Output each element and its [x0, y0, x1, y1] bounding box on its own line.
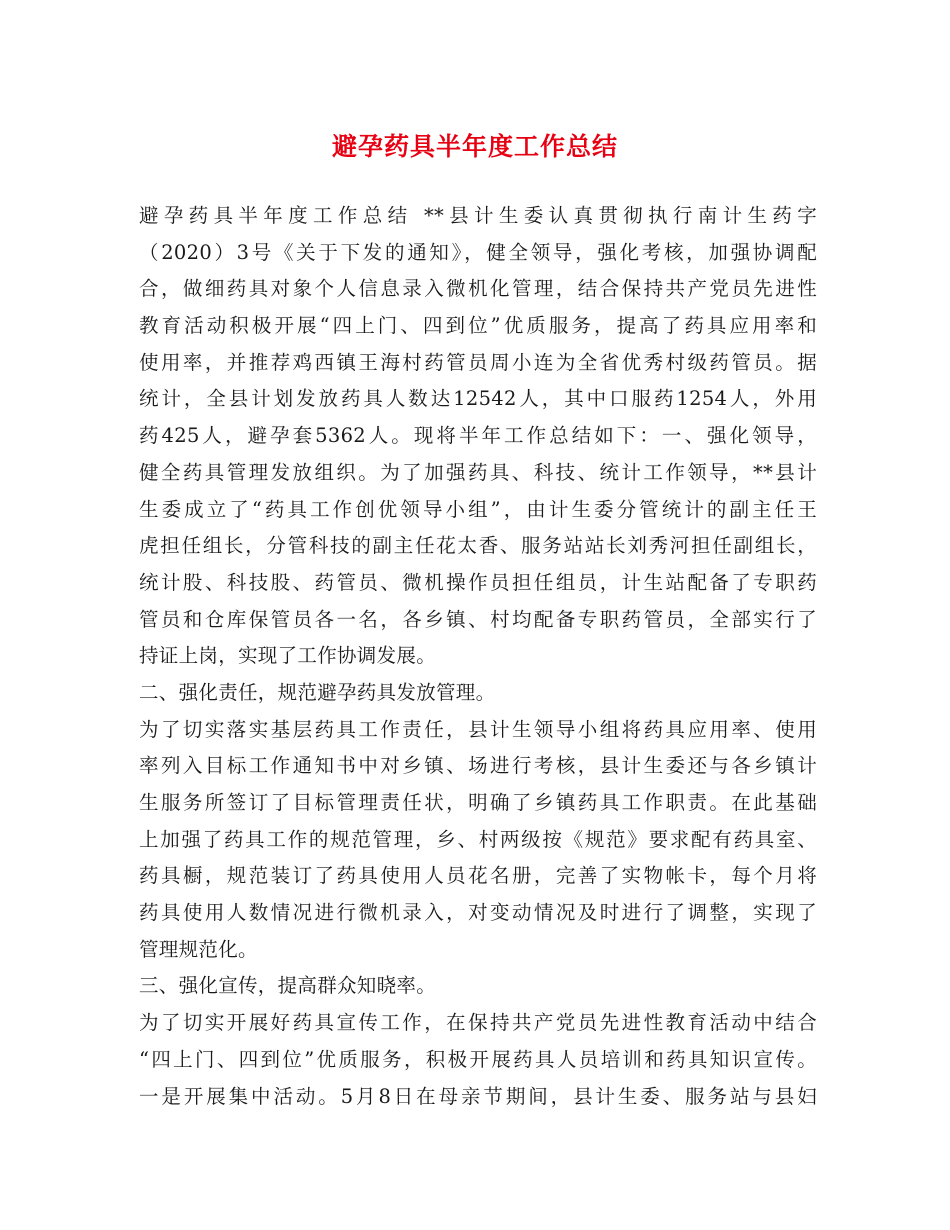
body-line: 生委成立了“药具工作创优领导小组”，由计生委分管统计的副主任王 — [139, 497, 817, 521]
section-heading: 三、强化宣传，提高群众知晓率。 — [139, 974, 437, 998]
body-line: 上加强了药具工作的规范管理，乡、村两级按《规范》要求配有药具室、 — [139, 827, 817, 851]
body-line: 药具使用人数情况进行微机录入，对变动情况及时进行了调整，实现了 — [139, 901, 817, 925]
body-line: 管理规范化。 — [139, 937, 258, 961]
body-line: 虎担任组长，分管科技的副主任花太香、服务站站长刘秀河担任副组长， — [139, 534, 817, 558]
body-line: 教育活动积极开展“四上门、四到位”优质服务，提高了药具应用率和 — [139, 314, 817, 338]
body-line: 统计，全县计划发放药具人数达12542人，其中口服药1254人，外用 — [139, 387, 817, 411]
body-line: 药425人，避孕套5362人。现将半年工作总结如下：一、强化领导， — [139, 424, 817, 448]
body-line: 合，做细药具对象个人信息录入微机化管理，结合保持共产党员先进性 — [139, 277, 817, 301]
body-line: 持证上岗，实现了工作协调发展。 — [139, 644, 437, 668]
body-line: “四上门、四到位”优质服务，积极开展药具人员培训和药具知识宣传。 — [139, 1047, 817, 1071]
body-line: 药具橱，规范装订了药具使用人员花名册，完善了实物帐卡，每个月将 — [139, 864, 817, 888]
body-line: 率列入目标工作通知书中对乡镇、场进行考核，县计生委还与各乡镇计 — [139, 754, 817, 778]
document-body — [139, 198, 817, 1115]
section-heading: 二、强化责任，规范避孕药具发放管理。 — [139, 680, 496, 704]
body-line: 一是开展集中活动。5月8日在母亲节期间，县计生委、服务站与县妇 — [139, 1084, 817, 1108]
body-line: 为了切实落实基层药具工作责任，县计生领导小组将药具应用率、使用 — [139, 717, 817, 741]
document-title: 避孕药具半年度工作总结 — [331, 132, 618, 161]
body-line: 避孕药具半年度工作总结 **县计生委认真贯彻执行南计生药字 — [139, 204, 817, 227]
body-line: 健全药具管理发放组织。为了加强药具、科技、统计工作领导，**县计 — [139, 460, 817, 484]
body-line: 统计股、科技股、药管员、微机操作员担任组员，计生站配备了专职药 — [139, 570, 817, 594]
body-line: 为了切实开展好药具宣传工作，在保持共产党员先进性教育活动中结合 — [139, 1011, 817, 1035]
body-line: 使用率，并推荐鸡西镇王海村药管员周小连为全省优秀村级药管员。据 — [139, 350, 817, 374]
body-line: 管员和仓库保管员各一名，各乡镇、村均配备专职药管员，全部实行了 — [139, 607, 817, 631]
body-line: （2020）3号《关于下发的通知》，健全领导，强化考核，加强协调配 — [139, 240, 817, 264]
body-line: 生服务所签订了目标管理责任状，明确了乡镇药具工作职责。在此基础 — [139, 791, 817, 814]
